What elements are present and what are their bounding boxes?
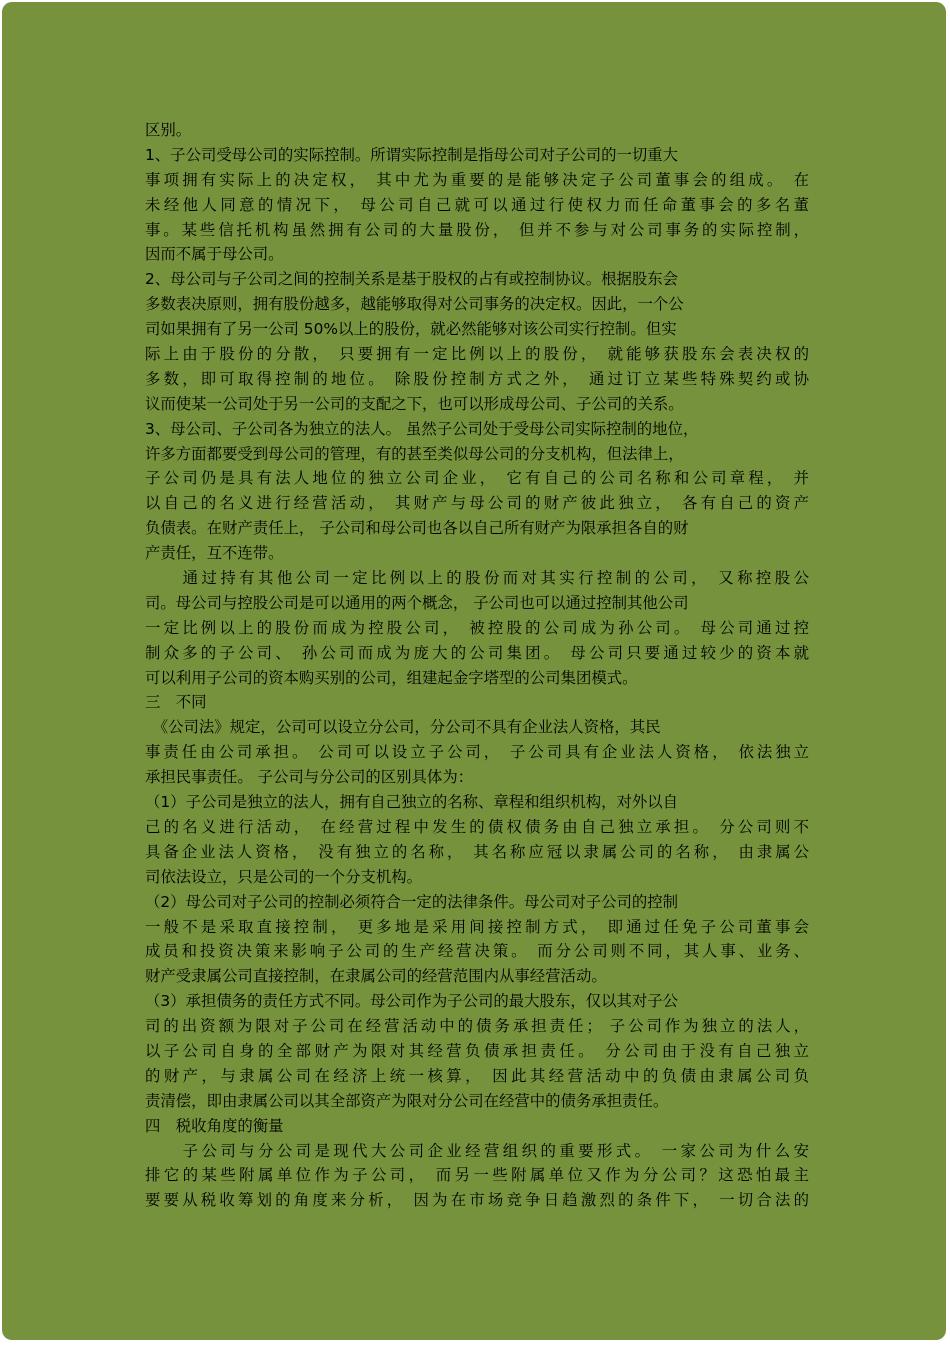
text-line: 要要从税收筹划的角度来分析， 因为在市场竞争日趋激烈的条件下， 一切合法的	[145, 1191, 809, 1210]
text-line: 可以利用子公司的资本购买别的公司，组建起金字塔型的公司集团模式。	[145, 668, 638, 687]
text-line: 四 税收角度的衡量	[145, 1116, 284, 1135]
text-line: 司依法设立，只是公司的一个分支机构。	[145, 867, 423, 886]
text-line: 议而使某一公司处于另一公司的支配之下，也可以形成母公司、子公司的关系。	[145, 394, 684, 413]
text-line: 产责任，互不连带。	[145, 544, 284, 563]
text-line: 司。母公司与控股公司是可以通用的两个概念， 子公司也可以通过控制其他公司	[145, 593, 689, 612]
text-line: （1）子公司是独立的法人，拥有自己独立的名称、章程和组织机构，对外以自	[145, 793, 679, 812]
text-line: 1、子公司受母公司的实际控制。所谓实际控制是指母公司对子公司的一切重大	[145, 145, 679, 164]
text-line: 排它的某些附属单位作为子公司， 而另一些附属单位又作为分公司？这恐怕最主	[145, 1166, 809, 1185]
text-line: 多数表决原则，拥有股份越多，越能够取得对公司事务的决定权。因此，一个公	[145, 295, 684, 314]
text-line: 《公司法》规定，公司可以设立分公司，分公司不具有企业法人资格，其民	[145, 718, 661, 737]
text-line: 财产受隶属公司直接控制，在隶属公司的经营范围内从事经营活动。	[145, 967, 607, 986]
text-line: 子公司与分公司是现代大公司企业经营组织的重要形式。 一家公司为什么安	[145, 1141, 809, 1160]
text-line: 三 不同	[145, 693, 207, 712]
text-line: （2）母公司对子公司的控制必须符合一定的法律条件。母公司对子公司的控制	[145, 892, 679, 911]
text-line: （3）承担债务的责任方式不同。母公司作为子公司的最大股东，仅以其对子公	[145, 992, 679, 1011]
text-line: 许多方面都要受到母公司的管理，有的甚至类似母公司的分支机构，但法律上，	[145, 444, 684, 463]
text-line: 责清偿，即由隶属公司以其全部资产为限对分公司在经营中的债务承担责任。	[145, 1091, 669, 1110]
text-line: 承担民事责任。 子公司与分公司的区别具体为：	[145, 768, 474, 787]
text-line: 成员和投资决策来影响子公司的生产经营决策。 而分公司则不同，其人事、业务、	[145, 942, 809, 961]
text-line: 一定比例以上的股份而成为控股公司， 被控股的公司成为孙公司。 母公司通过控	[145, 618, 809, 637]
text-line: 际上由于股份的分散， 只要拥有一定比例以上的股份， 就能够获股东会表决权的	[145, 345, 809, 364]
text-line: 以子公司自身的全部财产为限对其经营负债承担责任。 分公司由于没有自己独立	[145, 1041, 809, 1060]
text-line: 具备企业法人资格， 没有独立的名称， 其名称应冠以隶属公司的名称， 由隶属公	[145, 842, 809, 861]
text-line: 区别。	[145, 121, 192, 139]
text-line: 一般不是采取直接控制， 更多地是采用间接控制方式， 即通过任免子公司董事会	[145, 917, 809, 936]
text-line: 己的名义进行活动， 在经营过程中发生的债权债务由自己独立承担。 分公司则不	[145, 817, 809, 836]
document-page	[2, 2, 946, 1340]
text-line: 多数，即可取得控制的地位。 除股份控制方式之外， 通过订立某些特殊契约或协	[145, 369, 809, 388]
text-line: 以自己的名义进行经营活动， 其财产与母公司的财产彼此独立， 各有自己的资产	[145, 494, 809, 513]
text-line: 3、母公司、子公司各为独立的法人。 虽然子公司处于受母公司实际控制的地位，	[145, 419, 699, 438]
text-line: 通过持有其他公司一定比例以上的股份而对其实行控制的公司， 又称控股公	[145, 569, 809, 588]
text-line: 2、母公司与子公司之间的控制关系是基于股权的占有或控制协议。根据股东会	[145, 270, 679, 289]
text-line: 事项拥有实际上的决定权， 其中尤为重要的是能够决定子公司董事会的组成。 在	[145, 170, 809, 189]
text-line: 未经他人同意的情况下， 母公司自己就可以通过行使权力而任命董事会的多名董	[145, 195, 809, 214]
text-line: 的财产，与隶属公司在经济上统一核算， 因此其经营活动中的负债由隶属公司负	[145, 1066, 809, 1085]
text-line: 因而不属于母公司。	[145, 245, 284, 264]
text-line: 司的出资额为限对子公司在经营活动中的债务承担责任； 子公司作为独立的法人，	[145, 1017, 809, 1036]
text-line: 事。某些信托机构虽然拥有公司的大量股份， 但并不参与对公司事务的实际控制，	[145, 220, 809, 239]
document-body	[145, 118, 809, 1213]
text-line: 事责任由公司承担。 公司可以设立子公司， 子公司具有企业法人资格， 依法独立	[145, 743, 809, 762]
text-line: 制众多的子公司、 孙公司而成为庞大的公司集团。 母公司只要通过较少的资本就	[145, 643, 809, 662]
text-line: 司如果拥有了另一公司 50%以上的股份，就必然能够对该公司实行控制。但实	[145, 320, 677, 339]
text-line: 负债表。在财产责任上， 子公司和母公司也各以自己所有财产为限承担各自的财	[145, 519, 689, 538]
text-line: 子公司仍是具有法人地位的独立公司企业， 它有自己的公司名称和公司章程， 并	[145, 469, 809, 488]
